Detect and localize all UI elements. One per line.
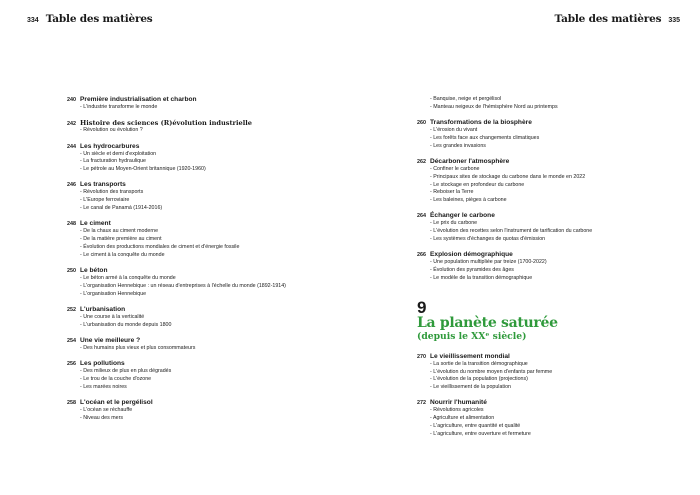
toc-entry-page: 252 (67, 306, 76, 313)
toc-subentry: - L'Europe ferroviaire (80, 197, 130, 204)
toc-subentry: - Le stockage en profondeur du carbone (430, 181, 525, 188)
toc-subentry: - L'organisation Hennebique (80, 290, 147, 297)
toc-entry (67, 96, 307, 112)
toc-entry-heading (67, 96, 307, 104)
toc-subentry: - Évolution des productions mondiales de ciment et d'énergie fossile (80, 243, 240, 250)
toc-subentry: - Les forêts face aux changements climatiques (430, 134, 540, 141)
toc-entry-page: 244 (67, 143, 76, 150)
toc-subentries (80, 104, 307, 112)
chapter-subtitle: (depuis le XXᵉ siècle) (417, 330, 527, 342)
toc-entry-title: L'urbanisation (80, 305, 126, 313)
toc-entry-title: Le béton (80, 267, 108, 275)
toc-subentry: - Agriculture et alimentation (430, 415, 495, 422)
toc-subentries (430, 127, 657, 150)
toc-subentry: - Révolution des transports (80, 189, 144, 196)
toc-entry-heading (67, 143, 307, 151)
toc-subentry: - De la chaux au ciment moderne (80, 228, 159, 235)
toc-entry (67, 220, 307, 259)
toc-subentries (430, 96, 657, 112)
toc-subentry: - Évolution des pyramides des âges (430, 267, 514, 274)
toc-subentries (80, 189, 307, 212)
toc-entry-page: 264 (417, 213, 426, 220)
toc-entry-page: 260 (417, 120, 426, 127)
toc-subentries (80, 314, 307, 330)
toc-entry-title: Transformations de la biosphère (430, 119, 532, 127)
toc-subentry: - Une course à la verticalité (80, 313, 145, 320)
toc-entry-page: 266 (417, 252, 426, 259)
toc-subentry: - L'érosion du vivant (430, 127, 478, 134)
toc-entry-title: Le vieillissement mondial (430, 352, 510, 360)
toc-entry (417, 212, 657, 243)
toc-entry-heading (417, 399, 657, 407)
toc-entry-title: Échanger le carbone (430, 212, 495, 220)
toc-entry (417, 251, 657, 282)
toc-entry (417, 158, 657, 205)
toc-subentry: - Les marées noires (80, 383, 127, 390)
toc-entry (67, 360, 307, 391)
toc-subentry: - Révolution ou évolution ? (80, 127, 143, 134)
toc-subentries (80, 275, 307, 298)
toc-entry-title: Une vie meilleure ? (80, 337, 141, 345)
toc-subentry: - Le vieillissement de la population (430, 384, 511, 391)
toc-entry-page: 272 (417, 400, 426, 407)
toc-entry-title: Décarboner l'atmosphère (430, 157, 510, 165)
toc-subentry: - L'agriculture, entre quantité et qualité (430, 423, 521, 430)
left-page-number: 334 (27, 17, 39, 24)
toc-entry-page: 270 (417, 353, 426, 360)
toc-entry (67, 119, 307, 135)
toc-entry-page: 258 (67, 400, 76, 407)
chapter-number: 9 (417, 297, 427, 317)
toc-subentry: - La sortie de la transition démographique (430, 360, 528, 367)
toc-subentries (80, 228, 307, 259)
toc-subentry: - Des humains plus vieux et plus consommateurs (80, 345, 196, 352)
toc-subentry: - Les baleines, pièges à carbone (430, 197, 507, 204)
toc-entry (67, 181, 307, 212)
toc-subentry: - L'évolution de la population (projections) (430, 376, 528, 383)
toc-entry-page: 242 (67, 121, 76, 128)
toc-entry-heading (417, 158, 657, 166)
toc-entry-title: Le ciment (80, 220, 111, 228)
toc-entry (67, 306, 307, 330)
toc-subentry: - L'industrie transforme le monde (80, 104, 158, 110)
toc-entry-heading (67, 399, 307, 407)
toc-entry-title: Explosion démographique (430, 251, 513, 259)
right-page-number: 335 (668, 17, 680, 24)
toc-entry-page: 262 (417, 158, 426, 165)
toc-entry-heading (67, 181, 307, 189)
toc-subentry: - Le canal de Panamá (1914-2016) (80, 205, 163, 212)
toc-entry-page: 246 (67, 182, 76, 189)
toc-subentry: - Principaux sites de stockage du carbone dans le monde en 2022 (430, 173, 586, 180)
toc-subentries (430, 407, 657, 438)
toc-entry (417, 353, 657, 392)
toc-subentry: - Des milieux de plus en plus dégradés (80, 368, 172, 375)
toc-subentry: - La fracturation hydraulique (80, 158, 146, 165)
toc-entry-title: Les pollutions (80, 360, 125, 368)
toc-subentry: - Niveau des mers (80, 415, 123, 422)
toc-subentry: - L'évolution des recettes selon l'instrument de tarification du carbone (430, 228, 593, 235)
toc-entry (67, 143, 307, 174)
toc-entry (417, 119, 657, 150)
toc-subentry: - Le ciment à la conquête du monde (80, 251, 165, 258)
toc-entry-title: L'océan et le pergélisol (80, 399, 153, 407)
toc-subentries (80, 151, 307, 174)
toc-entry-title: Histoire des sciences (R)évolution industrielle (80, 119, 252, 128)
left-toc-column (67, 96, 307, 430)
toc-subentries (80, 407, 307, 423)
toc-entry-heading (417, 353, 657, 361)
right-page-header (554, 13, 680, 25)
toc-subentries (430, 220, 657, 243)
toc-subentry: - Une population multipliée par treize (1700-2022) (430, 259, 547, 266)
toc-entry-title: Première industrialisation et charbon (80, 96, 197, 103)
toc-subentry: - Révolutions agricoles (430, 407, 484, 414)
toc-entry-heading (417, 119, 657, 127)
toc-subentry: - L'urbanisation du monde depuis 1800 (80, 321, 172, 328)
toc-subentry: - De la matière première au ciment (80, 236, 162, 243)
toc-subentry: - Confiner le carbone (430, 165, 480, 172)
toc-entry-title: Les hydrocarbures (80, 142, 140, 150)
toc-subentries (80, 345, 307, 353)
toc-entry-page: 254 (67, 338, 76, 345)
toc-subentry: - Les grandes invasions (430, 142, 486, 149)
toc-subentry: - Reboiser la Terre (430, 189, 474, 196)
toc-subentry: - L'évolution du nombre moyen d'enfants par femme (430, 368, 553, 375)
toc-entry-heading (67, 360, 307, 368)
toc-entry-heading (67, 220, 307, 228)
toc-entry-page: 240 (67, 97, 76, 103)
left-page-header (27, 13, 153, 25)
toc-subentries (430, 361, 657, 392)
toc-subentry: - Un siècle et demi d'exploitation (80, 150, 157, 157)
toc-subentries (430, 259, 657, 282)
toc-entry-page: 250 (67, 268, 76, 275)
toc-subentry: - Manteau neigeux de l'hémisphère Nord au printemps (430, 103, 558, 110)
toc-subentries (430, 166, 657, 205)
chapter-title: La planète saturée (417, 314, 558, 331)
toc-subentry: - Le pétrole au Moyen-Orient britannique (1920-1960) (80, 166, 206, 173)
toc-entry (417, 399, 657, 438)
toc-entry-heading (67, 306, 307, 314)
toc-entry-heading (417, 212, 657, 220)
toc-entry-page: 256 (67, 361, 76, 368)
toc-entry-page: 248 (67, 221, 76, 228)
toc-entry (417, 96, 657, 112)
toc-subentry: - Banquise, neige et pergélisol (430, 96, 502, 102)
toc-entry-heading (67, 119, 307, 127)
toc-subentry: - Le modèle de la transition démographique (430, 274, 533, 281)
right-toc-column (417, 96, 657, 446)
toc-subentry: - L'organisation Hennebique : un réseau d'entreprises à l'échelle du monde (1892-1914) (80, 282, 286, 289)
toc-subentry: - Les systèmes d'échanges de quotas d'émission (430, 236, 546, 243)
toc-subentry: - Le prix du carbone (430, 220, 478, 227)
toc-entry (67, 399, 307, 423)
toc-entry-title: Les transports (80, 181, 126, 189)
toc-subentry: - Le trou de la couche d'ozone (80, 376, 152, 383)
toc-entry (67, 337, 307, 353)
right-page-title: Table des matières (554, 13, 662, 25)
toc-subentries (80, 368, 307, 391)
toc-entry-heading (67, 267, 307, 275)
chapter-heading (417, 299, 657, 343)
toc-entry-title: Nourrir l'humanité (430, 399, 487, 407)
toc-subentry: - Le béton armé à la conquête du monde (80, 275, 176, 282)
toc-subentry: - L'océan se réchauffe (80, 407, 133, 414)
toc-subentries (80, 127, 307, 135)
toc-entry (67, 267, 307, 298)
left-page-title: Table des matières (45, 13, 153, 25)
toc-entry-heading (67, 337, 307, 345)
toc-entry-heading (417, 251, 657, 259)
toc-subentry: - L'agriculture, entre ouverture et fermeture (430, 430, 531, 437)
